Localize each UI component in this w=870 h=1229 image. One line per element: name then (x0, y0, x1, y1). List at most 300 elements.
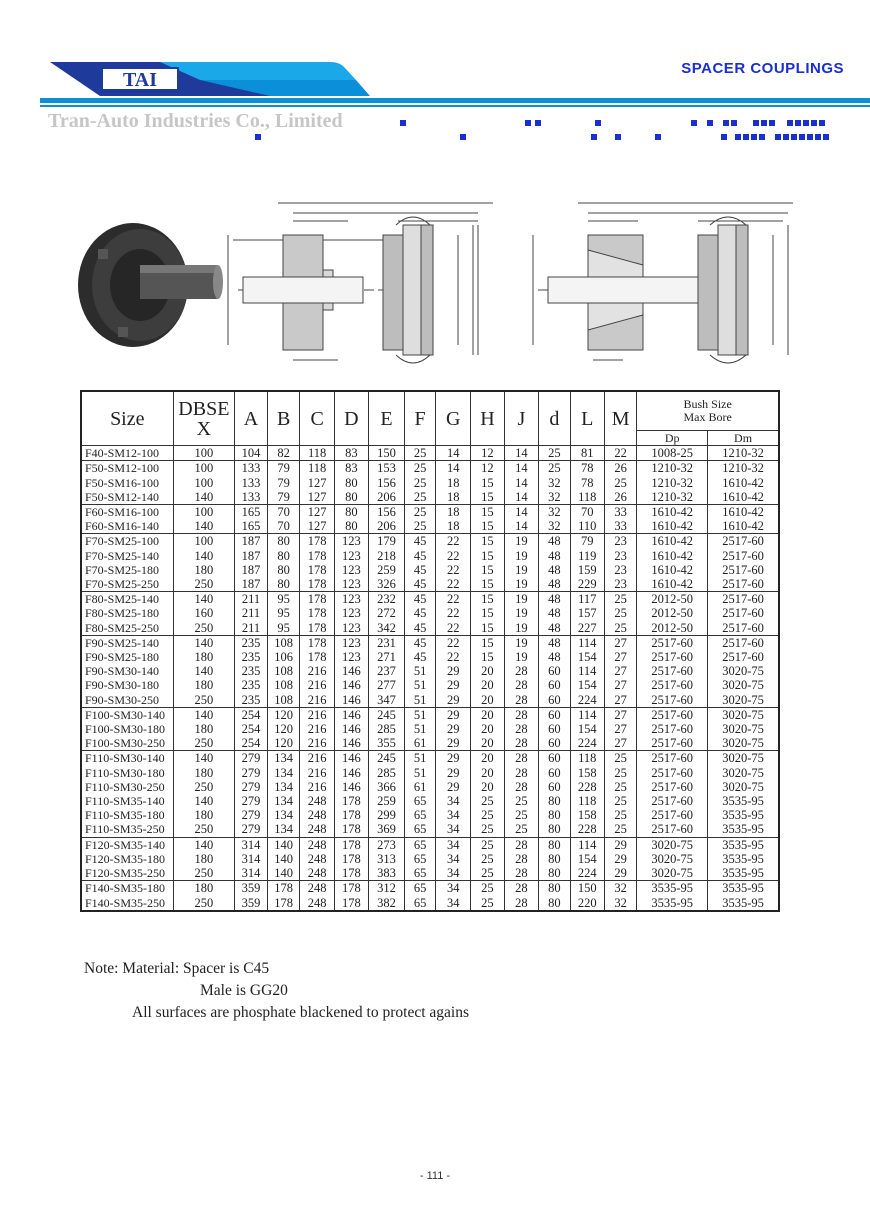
value-cell: 27 (604, 693, 636, 708)
value-cell: 114 (570, 707, 604, 722)
value-cell: 235 (235, 664, 268, 678)
value-cell: 342 (369, 621, 405, 636)
value-cell: 231 (369, 635, 405, 650)
value-cell: 80 (539, 808, 570, 822)
value-cell: 80 (334, 490, 368, 505)
value-cell: 48 (539, 534, 570, 549)
value-cell: 19 (504, 549, 539, 563)
value-cell: 34 (436, 881, 471, 896)
value-cell: 123 (334, 650, 368, 664)
table-row (81, 837, 779, 852)
value-cell: 19 (504, 563, 539, 577)
size-cell: F110-SM35-140 (81, 794, 173, 808)
value-cell: 216 (300, 678, 334, 692)
value-cell: 45 (404, 549, 435, 563)
value-cell: 254 (235, 722, 268, 736)
header-l: L (570, 391, 604, 446)
header-j: J (504, 391, 539, 446)
table-row (81, 866, 779, 881)
size-cell: F80-SM25-180 (81, 606, 173, 620)
size-cell: F100-SM30-250 (81, 736, 173, 751)
value-cell: 2012-50 (637, 606, 708, 620)
size-cell: F80-SM25-140 (81, 592, 173, 607)
header-g: G (436, 391, 471, 446)
value-cell: 119 (570, 549, 604, 563)
value-cell: 28 (504, 693, 539, 708)
table-row (81, 621, 779, 636)
value-cell: 156 (369, 505, 405, 520)
value-cell: 48 (539, 621, 570, 636)
table-row (81, 736, 779, 751)
value-cell: 48 (539, 606, 570, 620)
value-cell: 20 (471, 678, 504, 692)
value-cell: 1610-42 (637, 577, 708, 592)
value-cell: 153 (369, 461, 405, 476)
value-cell: 279 (235, 808, 268, 822)
value-cell: 220 (570, 896, 604, 911)
value-cell: 1610-42 (637, 534, 708, 549)
value-cell: 248 (300, 822, 334, 837)
value-cell: 26 (604, 461, 636, 476)
value-cell: 178 (334, 822, 368, 837)
value-cell: 2517-60 (708, 534, 779, 549)
value-cell: 2517-60 (708, 650, 779, 664)
value-cell: 279 (235, 822, 268, 837)
value-cell: 29 (604, 852, 636, 866)
value-cell: 80 (539, 794, 570, 808)
value-cell: 28 (504, 780, 539, 794)
value-cell: 80 (267, 563, 300, 577)
value-cell: 65 (404, 822, 435, 837)
value-cell: 2517-60 (637, 678, 708, 692)
value-cell: 1610-42 (708, 490, 779, 505)
value-cell: 32 (604, 896, 636, 911)
value-cell: 245 (369, 751, 405, 766)
value-cell: 22 (436, 606, 471, 620)
table-row (81, 794, 779, 808)
value-cell: 1210-32 (708, 446, 779, 461)
value-cell: 25 (471, 794, 504, 808)
value-cell: 250 (173, 896, 235, 911)
section-title: SPACER COUPLINGS (681, 60, 844, 77)
value-cell: 15 (471, 534, 504, 549)
size-cell: F120-SM35-140 (81, 837, 173, 852)
size-cell: F100-SM30-180 (81, 722, 173, 736)
value-cell: 123 (334, 635, 368, 650)
value-cell: 28 (504, 678, 539, 692)
value-cell: 65 (404, 896, 435, 911)
value-cell: 23 (604, 577, 636, 592)
coupling-figure (78, 195, 808, 375)
value-cell: 154 (570, 678, 604, 692)
value-cell: 83 (334, 461, 368, 476)
header-c: C (300, 391, 334, 446)
value-cell: 15 (471, 549, 504, 563)
size-cell: F50-SM12-100 (81, 461, 173, 476)
value-cell: 78 (570, 461, 604, 476)
header-dp: Dp (637, 431, 708, 446)
value-cell: 178 (334, 881, 368, 896)
value-cell: 3535-95 (708, 866, 779, 881)
value-cell: 3020-75 (708, 766, 779, 780)
value-cell: 79 (267, 490, 300, 505)
value-cell: 146 (334, 678, 368, 692)
value-cell: 347 (369, 693, 405, 708)
value-cell: 123 (334, 534, 368, 549)
value-cell: 32 (539, 519, 570, 534)
value-cell: 140 (267, 837, 300, 852)
value-cell: 2517-60 (708, 549, 779, 563)
value-cell: 134 (267, 751, 300, 766)
value-cell: 248 (300, 837, 334, 852)
value-cell: 60 (539, 693, 570, 708)
value-cell: 60 (539, 736, 570, 751)
value-cell: 3535-95 (708, 852, 779, 866)
value-cell: 12 (471, 446, 504, 461)
value-cell: 51 (404, 722, 435, 736)
value-cell: 32 (539, 476, 570, 490)
value-cell: 61 (404, 780, 435, 794)
value-cell: 250 (173, 780, 235, 794)
value-cell: 140 (173, 635, 235, 650)
value-cell: 383 (369, 866, 405, 881)
value-cell: 285 (369, 722, 405, 736)
table-row (81, 852, 779, 866)
value-cell: 3020-75 (637, 837, 708, 852)
value-cell: 45 (404, 577, 435, 592)
value-cell: 95 (267, 606, 300, 620)
value-cell: 178 (334, 837, 368, 852)
value-cell: 382 (369, 896, 405, 911)
value-cell: 2517-60 (637, 736, 708, 751)
value-cell: 25 (539, 461, 570, 476)
value-cell: 28 (504, 881, 539, 896)
value-cell: 80 (334, 476, 368, 490)
value-cell: 29 (436, 678, 471, 692)
value-cell: 45 (404, 650, 435, 664)
value-cell: 80 (539, 822, 570, 837)
size-cell: F60-SM16-140 (81, 519, 173, 534)
value-cell: 1008-25 (637, 446, 708, 461)
value-cell: 29 (436, 664, 471, 678)
value-cell: 28 (504, 896, 539, 911)
value-cell: 235 (235, 635, 268, 650)
value-cell: 159 (570, 563, 604, 577)
value-cell: 61 (404, 736, 435, 751)
value-cell: 25 (404, 461, 435, 476)
value-cell: 15 (471, 592, 504, 607)
value-cell: 3020-75 (637, 866, 708, 881)
value-cell: 23 (604, 534, 636, 549)
value-cell: 178 (334, 852, 368, 866)
value-cell: 22 (436, 592, 471, 607)
value-cell: 25 (604, 766, 636, 780)
value-cell: 245 (369, 707, 405, 722)
value-cell: 2517-60 (637, 808, 708, 822)
value-cell: 211 (235, 621, 268, 636)
value-cell: 27 (604, 664, 636, 678)
table-row (81, 606, 779, 620)
value-cell: 179 (369, 534, 405, 549)
value-cell: 235 (235, 678, 268, 692)
header-size: Size (81, 391, 173, 446)
size-cell: F70-SM25-180 (81, 563, 173, 577)
value-cell: 178 (334, 866, 368, 881)
value-cell: 146 (334, 722, 368, 736)
value-cell: 123 (334, 563, 368, 577)
value-cell: 366 (369, 780, 405, 794)
table-row (81, 577, 779, 592)
value-cell: 29 (436, 693, 471, 708)
value-cell: 48 (539, 592, 570, 607)
value-cell: 146 (334, 664, 368, 678)
value-cell: 108 (267, 678, 300, 692)
value-cell: 25 (471, 881, 504, 896)
value-cell: 78 (570, 476, 604, 490)
value-cell: 3020-75 (708, 780, 779, 794)
table-row (81, 519, 779, 534)
value-cell: 3020-75 (708, 722, 779, 736)
value-cell: 2517-60 (708, 606, 779, 620)
value-cell: 313 (369, 852, 405, 866)
value-cell: 2517-60 (708, 563, 779, 577)
value-cell: 20 (471, 722, 504, 736)
value-cell: 1210-32 (637, 476, 708, 490)
value-cell: 18 (436, 490, 471, 505)
value-cell: 45 (404, 563, 435, 577)
table-row (81, 461, 779, 476)
value-cell: 28 (504, 837, 539, 852)
value-cell: 79 (267, 461, 300, 476)
value-cell: 20 (471, 751, 504, 766)
value-cell: 123 (334, 592, 368, 607)
value-cell: 51 (404, 751, 435, 766)
value-cell: 120 (267, 736, 300, 751)
value-cell: 180 (173, 563, 235, 577)
value-cell: 1610-42 (708, 476, 779, 490)
value-cell: 3020-75 (708, 693, 779, 708)
size-cell: F110-SM30-180 (81, 766, 173, 780)
value-cell: 70 (267, 519, 300, 534)
value-cell: 14 (504, 461, 539, 476)
value-cell: 27 (604, 635, 636, 650)
value-cell: 20 (471, 693, 504, 708)
value-cell: 18 (436, 505, 471, 520)
value-cell: 1210-32 (708, 461, 779, 476)
value-cell: 3020-75 (708, 707, 779, 722)
value-cell: 273 (369, 837, 405, 852)
value-cell: 70 (267, 505, 300, 520)
size-cell: F60-SM16-100 (81, 505, 173, 520)
value-cell: 178 (300, 577, 334, 592)
value-cell: 118 (570, 794, 604, 808)
header-a: A (235, 391, 268, 446)
value-cell: 22 (436, 577, 471, 592)
table-row (81, 635, 779, 650)
value-cell: 34 (436, 837, 471, 852)
value-cell: 15 (471, 650, 504, 664)
value-cell: 218 (369, 549, 405, 563)
value-cell: 110 (570, 519, 604, 534)
value-cell: 14 (504, 505, 539, 520)
value-cell: 154 (570, 722, 604, 736)
value-cell: 51 (404, 766, 435, 780)
value-cell: 3020-75 (637, 852, 708, 866)
value-cell: 45 (404, 635, 435, 650)
value-cell: 80 (267, 549, 300, 563)
value-cell: 140 (173, 707, 235, 722)
table-row (81, 549, 779, 563)
value-cell: 117 (570, 592, 604, 607)
value-cell: 80 (334, 519, 368, 534)
value-cell: 3020-75 (708, 664, 779, 678)
value-cell: 14 (504, 446, 539, 461)
value-cell: 250 (173, 866, 235, 881)
value-cell: 299 (369, 808, 405, 822)
value-cell: 48 (539, 549, 570, 563)
value-cell: 254 (235, 707, 268, 722)
value-cell: 22 (436, 635, 471, 650)
value-cell: 118 (300, 446, 334, 461)
value-cell: 250 (173, 621, 235, 636)
value-cell: 22 (436, 549, 471, 563)
value-cell: 134 (267, 794, 300, 808)
value-cell: 3535-95 (708, 794, 779, 808)
note-line-2: Male is GG20 (200, 982, 288, 999)
value-cell: 165 (235, 519, 268, 534)
value-cell: 80 (539, 866, 570, 881)
table-row (81, 693, 779, 708)
size-cell: F70-SM25-140 (81, 549, 173, 563)
value-cell: 65 (404, 794, 435, 808)
value-cell: 28 (504, 852, 539, 866)
value-cell: 19 (504, 635, 539, 650)
value-cell: 25 (539, 446, 570, 461)
value-cell: 2012-50 (637, 592, 708, 607)
logo-text: TAI (122, 69, 158, 91)
value-cell: 187 (235, 534, 268, 549)
value-cell: 369 (369, 822, 405, 837)
value-cell: 28 (504, 707, 539, 722)
value-cell: 45 (404, 534, 435, 549)
value-cell: 28 (504, 766, 539, 780)
header-m: M (604, 391, 636, 446)
value-cell: 2517-60 (637, 707, 708, 722)
value-cell: 3535-95 (708, 881, 779, 896)
value-cell: 18 (436, 519, 471, 534)
value-cell: 224 (570, 736, 604, 751)
value-cell: 23 (604, 563, 636, 577)
value-cell: 25 (504, 822, 539, 837)
table-row (81, 751, 779, 766)
value-cell: 254 (235, 736, 268, 751)
value-cell: 28 (504, 664, 539, 678)
value-cell: 118 (570, 490, 604, 505)
value-cell: 19 (504, 650, 539, 664)
value-cell: 28 (504, 722, 539, 736)
value-cell: 146 (334, 766, 368, 780)
value-cell: 27 (604, 650, 636, 664)
value-cell: 146 (334, 736, 368, 751)
value-cell: 2517-60 (637, 722, 708, 736)
value-cell: 232 (369, 592, 405, 607)
value-cell: 25 (404, 519, 435, 534)
value-cell: 134 (267, 808, 300, 822)
value-cell: 3535-95 (708, 822, 779, 837)
value-cell: 160 (173, 606, 235, 620)
value-cell: 2517-60 (637, 635, 708, 650)
value-cell: 235 (235, 650, 268, 664)
size-cell: F110-SM35-180 (81, 808, 173, 822)
value-cell: 29 (436, 722, 471, 736)
value-cell: 25 (604, 606, 636, 620)
value-cell: 248 (300, 896, 334, 911)
value-cell: 134 (267, 766, 300, 780)
value-cell: 51 (404, 664, 435, 678)
value-cell: 2517-60 (708, 621, 779, 636)
value-cell: 48 (539, 635, 570, 650)
value-cell: 118 (300, 461, 334, 476)
value-cell: 45 (404, 606, 435, 620)
table-row (81, 881, 779, 896)
value-cell: 118 (570, 751, 604, 766)
size-cell: F90-SM25-140 (81, 635, 173, 650)
value-cell: 2517-60 (637, 751, 708, 766)
value-cell: 216 (300, 664, 334, 678)
value-cell: 25 (504, 808, 539, 822)
value-cell: 114 (570, 635, 604, 650)
value-cell: 120 (267, 707, 300, 722)
value-cell: 123 (334, 621, 368, 636)
value-cell: 22 (436, 621, 471, 636)
table-row (81, 896, 779, 911)
value-cell: 22 (436, 563, 471, 577)
value-cell: 279 (235, 766, 268, 780)
value-cell: 250 (173, 736, 235, 751)
value-cell: 19 (504, 534, 539, 549)
value-cell: 165 (235, 505, 268, 520)
value-cell: 60 (539, 678, 570, 692)
value-cell: 15 (471, 635, 504, 650)
value-cell: 80 (267, 577, 300, 592)
value-cell: 2517-60 (637, 780, 708, 794)
section-drawing-right (533, 203, 793, 363)
value-cell: 100 (173, 446, 235, 461)
value-cell: 178 (334, 808, 368, 822)
value-cell: 140 (173, 592, 235, 607)
value-cell: 178 (300, 534, 334, 549)
value-cell: 250 (173, 693, 235, 708)
value-cell: 22 (436, 650, 471, 664)
value-cell: 15 (471, 606, 504, 620)
value-cell: 150 (570, 881, 604, 896)
value-cell: 32 (604, 881, 636, 896)
value-cell: 65 (404, 808, 435, 822)
value-cell: 34 (436, 852, 471, 866)
value-cell: 314 (235, 837, 268, 852)
header-dm: Dm (708, 431, 779, 446)
value-cell: 29 (604, 866, 636, 881)
value-cell: 150 (369, 446, 405, 461)
size-cell: F140-SM35-250 (81, 896, 173, 911)
value-cell: 33 (604, 519, 636, 534)
value-cell: 25 (604, 476, 636, 490)
value-cell: 127 (300, 490, 334, 505)
value-cell: 1610-42 (708, 519, 779, 534)
value-cell: 178 (267, 881, 300, 896)
value-cell: 154 (570, 852, 604, 866)
value-cell: 34 (436, 794, 471, 808)
